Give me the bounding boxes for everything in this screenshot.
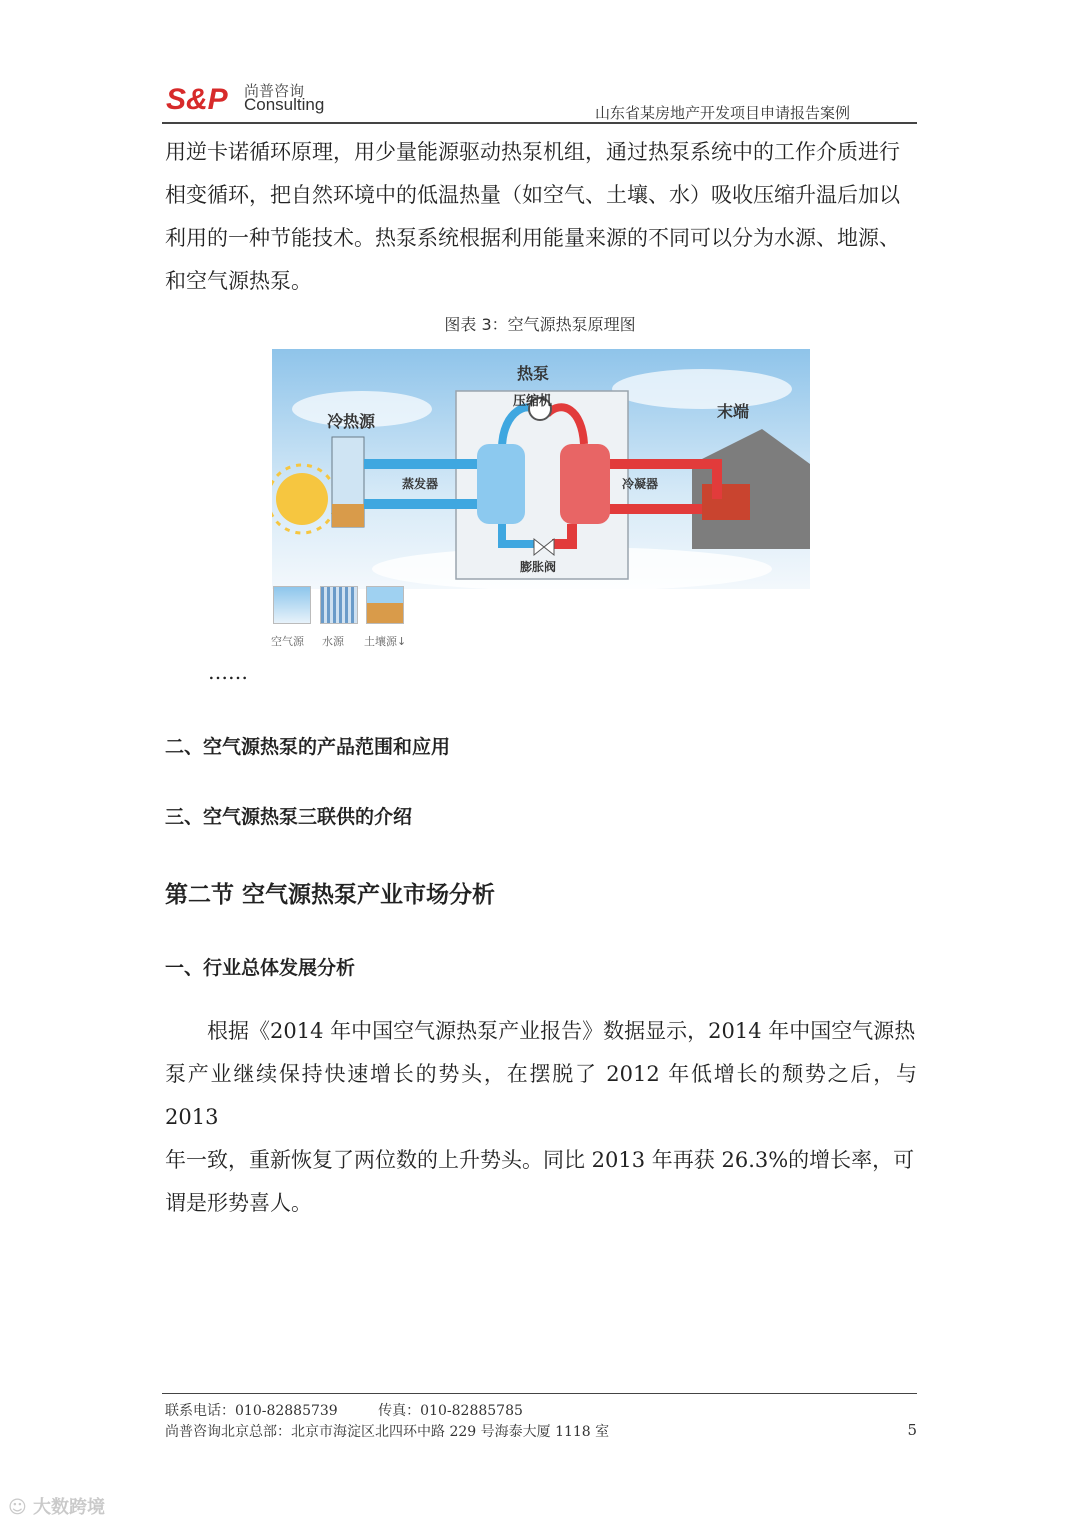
cloud: [612, 369, 792, 409]
legend-air-swatch: [273, 586, 311, 624]
watermark-text: 大数跨境: [33, 1497, 106, 1518]
evaporator-body: [477, 444, 525, 524]
logo-text: S&P: [166, 83, 228, 114]
analysis-line: 谓是形势喜人。: [165, 1191, 312, 1215]
footer-address: 尚普咨询北京总部：北京市海淀区北四环中路 229 号海泰大厦 1118 室: [165, 1424, 610, 1440]
legend-soil-label: 土壤源↓: [364, 635, 407, 648]
document-title: 山东省某房地产开发项目申请报告案例: [594, 104, 850, 122]
analysis-line: 泵产业继续保持快速增长的势头，在摆脱了 2012 年低增长的颓势之后，与 2013: [165, 1062, 917, 1129]
label-compressor: 压缩机: [513, 394, 553, 409]
label-condenser: 冷凝器: [622, 477, 659, 491]
footer-contact: [165, 1400, 523, 1420]
footer-fax: 传真：010-82885785: [378, 1403, 523, 1419]
heading-industry-analysis: 一、行业总体发展分析: [165, 957, 356, 979]
intro-line: 用逆卡诺循环原理，用少量能源驱动热泵机组，通过热泵系统中的工作介质进行: [165, 140, 900, 164]
analysis-line: 年一致，重新恢复了两位数的上升势头。同比 2013 年再获 26.3%的增长率，可: [165, 1148, 915, 1172]
heading-product-scope: 二、空气源热泵的产品范围和应用: [165, 736, 451, 758]
header-divider: [162, 122, 917, 124]
analysis-line: 根据《2014 年中国空气源热泵产业报告》数据显示，2014 年中国空气源热: [207, 1019, 916, 1043]
watermark: [8, 1493, 105, 1519]
analysis-paragraph: [165, 1010, 917, 1225]
legend-water-swatch: [320, 586, 358, 624]
intro-line: 相变循环，把自然环境中的低温热量（如空气、土壤、水）吸收压缩升温后加以: [165, 183, 900, 207]
footer-divider: [162, 1393, 917, 1394]
logo-english-name: Consulting: [244, 95, 325, 114]
watermark-icon: ☺: [8, 1497, 27, 1518]
intro-line: 利用的一种节能技术。热泵系统根据利用能量来源的不同可以分为水源、地源、: [165, 226, 900, 250]
heading-triple-supply: 三、空气源热泵三联供的介绍: [165, 806, 413, 828]
company-logo: [166, 82, 244, 114]
logo-chinese-name: 尚普咨询: [244, 82, 305, 100]
condenser-body: [560, 444, 610, 524]
figure-caption: 图表 3：空气源热泵原理图: [444, 315, 636, 334]
label-evaporator: 蒸发器: [402, 477, 439, 491]
heat-pump-diagram: [272, 349, 810, 589]
page-number: 5: [907, 1421, 917, 1439]
legend-water-label: 水源: [322, 635, 344, 648]
legend-soil-swatch: [366, 586, 404, 624]
label-heat-source: 冷热源: [327, 412, 376, 431]
label-expansion-valve: 膨胀阀: [520, 560, 557, 574]
intro-line: 和空气源热泵。: [165, 269, 312, 293]
label-heat-pump: 热泵: [517, 364, 550, 383]
ellipsis: ……: [208, 660, 248, 684]
section-title: 第二节 空气源热泵产业市场分析: [165, 882, 496, 908]
intro-paragraph: [165, 131, 917, 303]
footer-phone: 联系电话：010-82885739: [165, 1403, 338, 1419]
label-terminal: 末端: [717, 402, 750, 421]
soil-layer: [332, 504, 364, 527]
legend-air-label: 空气源: [271, 635, 304, 648]
